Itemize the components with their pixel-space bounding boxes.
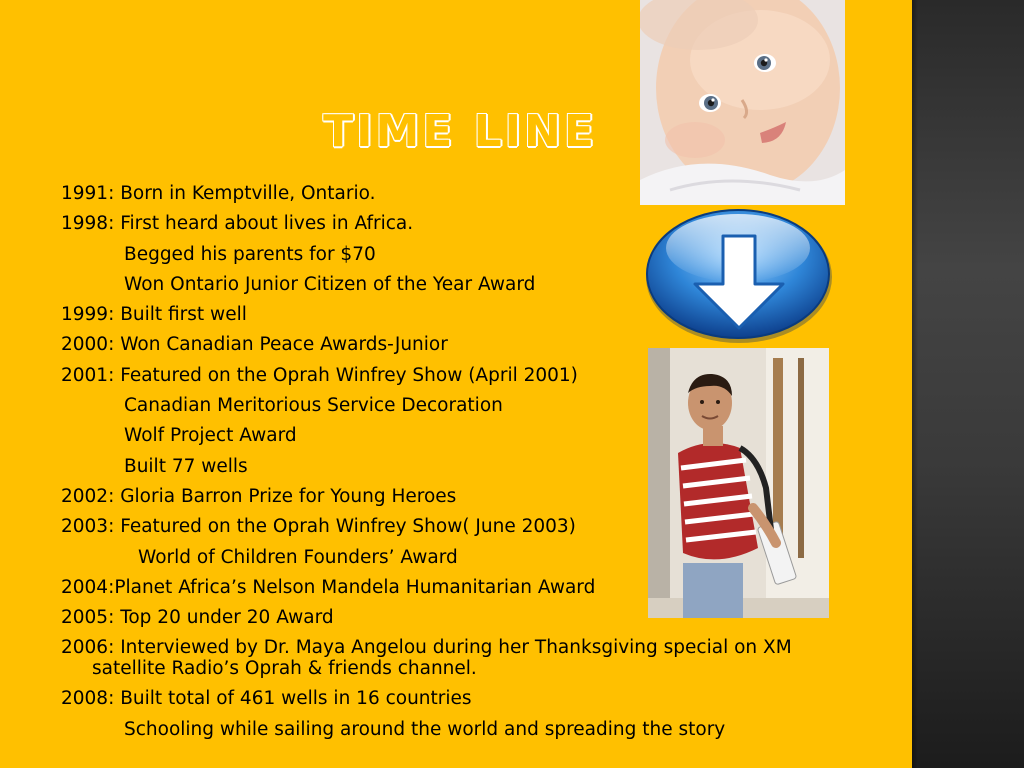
timeline-subitem: Built 77 wells: [124, 455, 248, 477]
timeline-item-text: 2006: Interviewed by Dr. Maya Angelou during her Thanksgiving special on XM: [61, 637, 792, 659]
timeline-item: 2003: Featured on the Oprah Winfrey Show( June 2003): [61, 516, 576, 538]
timeline-list: [61, 179, 881, 745]
timeline-subitem: Wolf Project Award: [124, 425, 297, 447]
timeline-item: 2004:Planet Africa’s Nelson Mandela Humanitarian Award: [61, 576, 596, 598]
timeline-item: 1998: First heard about lives in Africa.: [61, 213, 414, 235]
baby-photo: [640, 0, 845, 205]
timeline-item: 1991: Born in Kemptville, Ontario.: [61, 183, 376, 204]
timeline-item-wrapped: [61, 633, 881, 684]
timeline-item: 2000: Won Canadian Peace Awards-Junior: [61, 334, 448, 356]
timeline-subitem: Canadian Meritorious Service Decoration: [124, 395, 503, 417]
timeline-subitem: Begged his parents for $70: [124, 243, 376, 265]
timeline-item: 2008: Built total of 461 wells in 16 countries: [61, 688, 472, 710]
timeline-subitem: Schooling while sailing around the world and spreading the story: [124, 718, 726, 740]
timeline-subitem: World of Children Founders’ Award: [138, 546, 458, 568]
timeline-item: 2001: Featured on the Oprah Winfrey Show (April 2001): [61, 364, 578, 386]
timeline-item: 2005: Top 20 under 20 Award: [61, 607, 334, 629]
slide-title: TIME LINE: [323, 106, 597, 157]
timeline-subitem: Won Ontario Junior Citizen of the Year Award: [124, 273, 536, 295]
timeline-item-continuation: satellite Radio’s Oprah & friends channel.: [92, 658, 477, 680]
side-band: [912, 0, 1024, 768]
baby-illustration: [640, 0, 845, 205]
timeline-item: 1999: Built first well: [61, 304, 247, 326]
timeline-item: 2002: Gloria Barron Prize for Young Heroes: [61, 485, 457, 507]
